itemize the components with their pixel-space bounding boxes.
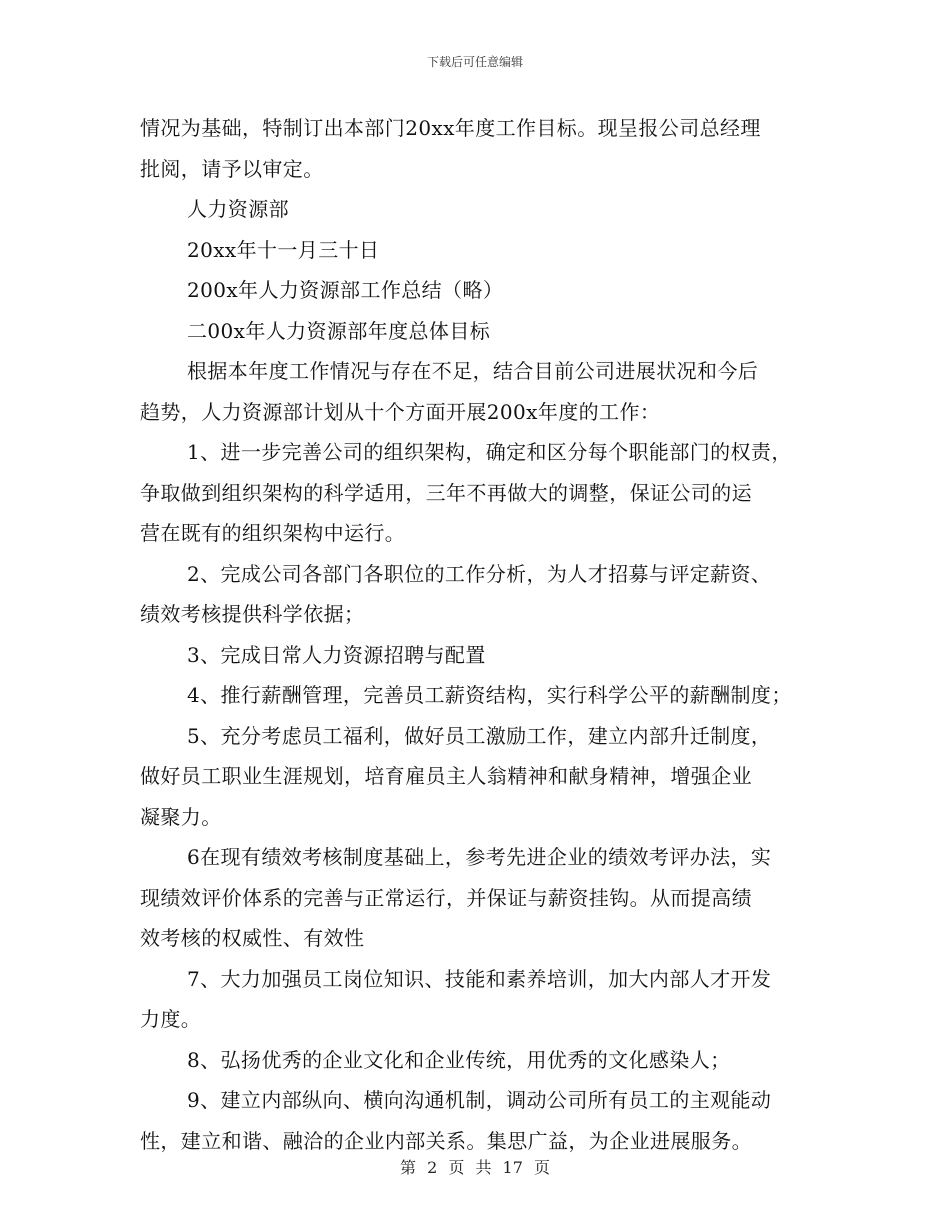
body-line: 性，建立和谐、融洽的企业内部关系。集思广益，为企业进展服务。 (140, 1128, 752, 1153)
body-line: 现绩效评价体系的完善与正常运行，并保证与薪资挂钩。从而提高绩 (140, 885, 752, 910)
body-line: 20xx年十一月三十日 (187, 237, 380, 262)
body-line: 人力资源部 (187, 197, 289, 221)
body-line: 力度。 (140, 1007, 202, 1031)
body-line: 营在既有的组织架构中运行。 (140, 521, 406, 545)
body-line: 9、建立内部纵向、横向沟通机制，调动公司所有员工的主观能动 (187, 1088, 772, 1112)
body-line: 趋势，人力资源部计划从十个方面开展200x年度的工作： (140, 399, 661, 424)
body-line: 根据本年度工作情况与存在不足，结合目前公司进展状况和今后 (187, 359, 759, 383)
page-footer: 第 2 页 共 17 页 (400, 1158, 550, 1177)
body-line: 5、充分考虑员工福利，做好员工激励工作，建立内部升迁制度， (187, 723, 772, 748)
body-line: 争取做到组织架构的科学适用，三年不再做大的调整，保证公司的运 (140, 480, 752, 505)
body-line: 绩效考核提供科学依据； (140, 602, 365, 626)
body-line: 8、弘扬优秀的企业文化和企业传统，用优秀的文化感染人； (187, 1047, 731, 1072)
body-line: 6在现有绩效考核制度基础上，参考先进企业的绩效考评办法，实 (187, 845, 772, 869)
body-line: 做好员工职业生涯规划，培育雇员主人翁精神和献身精神，增强企业 (140, 764, 752, 788)
body-line: 2、完成公司各部门各职位的工作分析，为人才招募与评定薪资、 (187, 561, 772, 586)
body-line: 二00x年人力资源部年度总体目标 (187, 318, 491, 343)
body-line: 200x年人力资源部工作总结（略） (187, 278, 504, 302)
body-line: 批阅，请予以审定。 (140, 156, 324, 181)
body-line: 7、大力加强员工岗位知识、技能和素养培训，加大内部人才开发 (187, 966, 772, 991)
body-line: 凝聚力。 (140, 804, 222, 829)
document-body (140, 108, 810, 1161)
body-line: 3、完成日常人力资源招聘与配置 (187, 642, 486, 667)
body-line: 4、推行薪酬管理，完善员工薪资结构，实行科学公平的薪酬制度； (187, 683, 792, 707)
body-line: 效考核的权威性、有效性 (140, 926, 365, 950)
body-line: 1、进一步完善公司的组织架构，确定和区分每个职能部门的权责， (187, 440, 792, 464)
body-line: 情况为基础，特制订出本部门20xx年度工作目标。现呈报公司总经理 (140, 116, 761, 140)
page-header: 下载后可任意编辑 (426, 55, 523, 69)
